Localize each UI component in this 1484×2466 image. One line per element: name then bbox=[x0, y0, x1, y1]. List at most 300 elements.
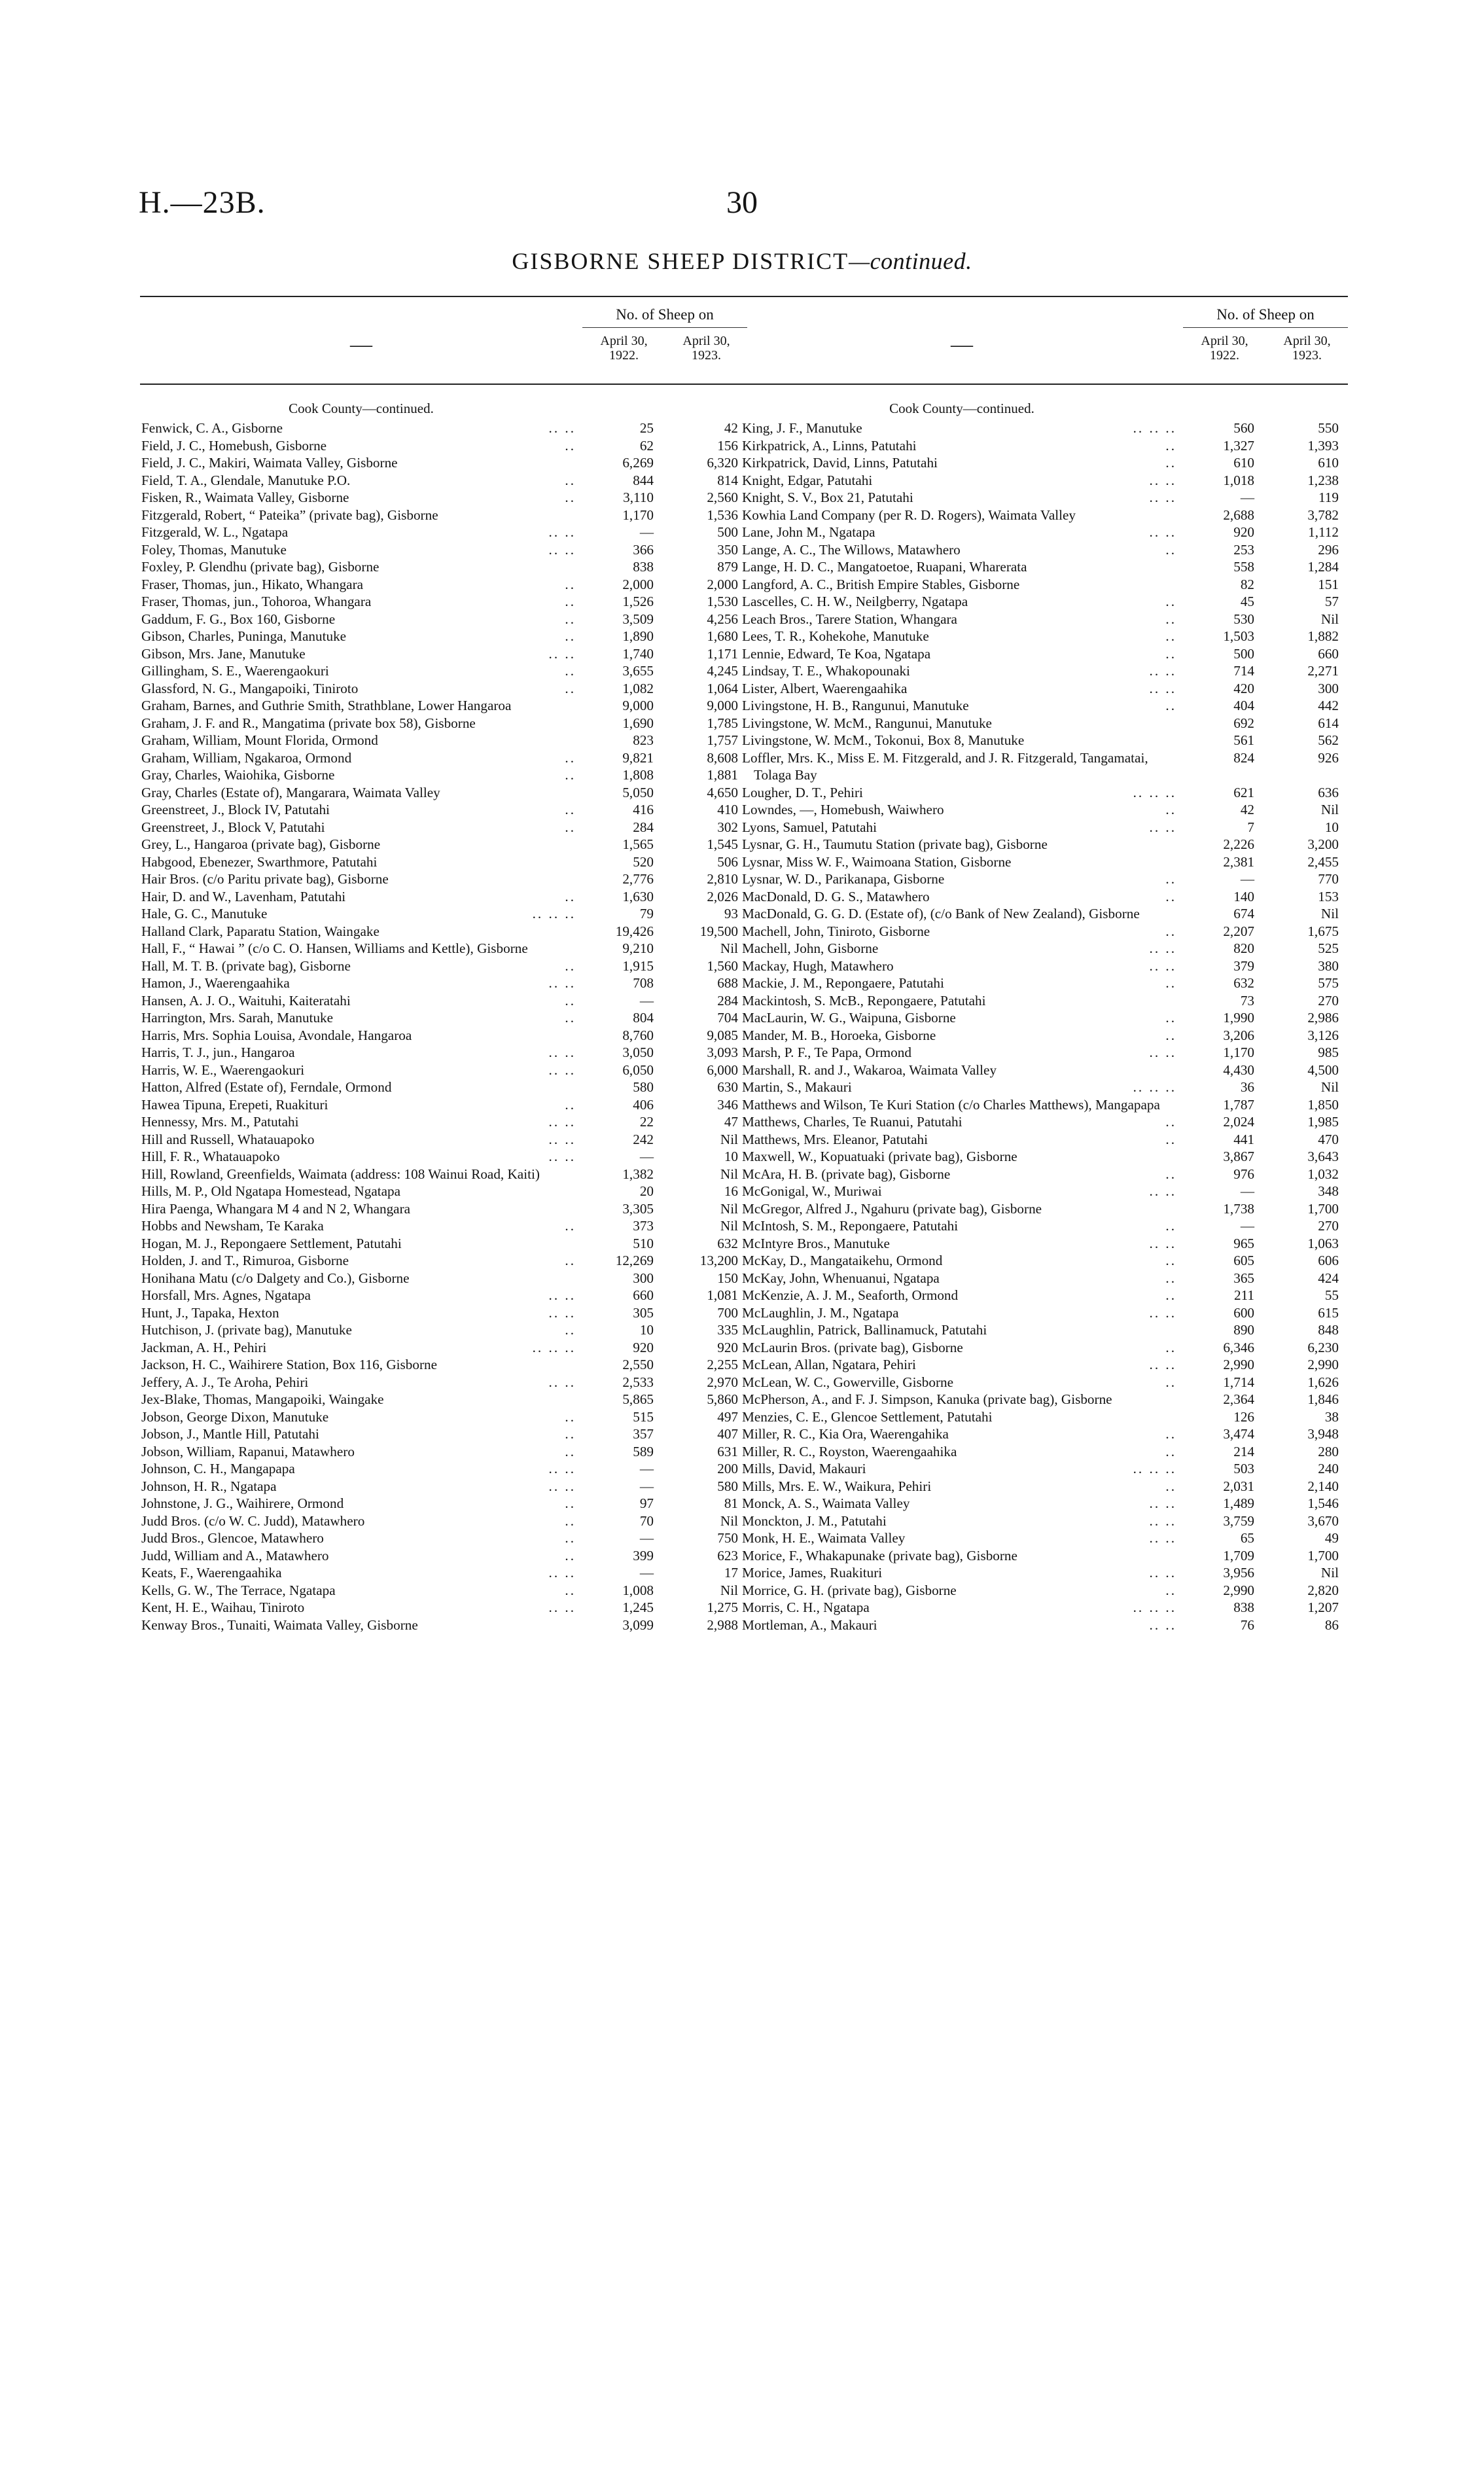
sheep-1922: 20 bbox=[639, 1183, 654, 1199]
owner-name-text: McGonigal, W., Muriwai bbox=[742, 1183, 882, 1199]
leader-dots: .. .. bbox=[1149, 663, 1176, 679]
owner-name-text: Mackay, Hugh, Matawhero bbox=[742, 957, 894, 974]
owner-name bbox=[140, 420, 578, 437]
leader-dots: .. bbox=[1165, 871, 1176, 887]
owner-name bbox=[741, 1287, 1179, 1304]
sheep-1922: 1,630 bbox=[622, 888, 654, 904]
owner-name-text: Hutchison, J. (private bag), Manutuke bbox=[141, 1322, 352, 1338]
owner-name bbox=[741, 715, 1179, 732]
leader-dots: .. bbox=[565, 576, 576, 592]
owner-name-text: McLaurin Bros. (private bag), Gisborne bbox=[742, 1339, 963, 1355]
sheep-1922: 1,787 bbox=[1223, 1096, 1254, 1113]
owner-name bbox=[140, 1512, 578, 1530]
sheep-1922: 357 bbox=[633, 1426, 654, 1442]
sheep-1922: 3,206 bbox=[1223, 1027, 1254, 1043]
owner-name-text: Kirkpatrick, David, Linns, Patutahi bbox=[742, 455, 938, 471]
owner-name bbox=[741, 836, 1179, 853]
owner-name bbox=[741, 801, 1179, 819]
owner-name bbox=[140, 1148, 578, 1166]
sheep-1923: 410 bbox=[717, 802, 738, 817]
table-row bbox=[741, 853, 1348, 871]
owner-name-text: Jackman, A. H., Pehiri bbox=[141, 1339, 267, 1355]
owner-name-text: Monk, H. E., Waimata Valley bbox=[742, 1530, 906, 1546]
sheep-1922: 3,050 bbox=[622, 1045, 654, 1060]
sheep-1923: Nil bbox=[1320, 1079, 1339, 1095]
table-row bbox=[741, 1582, 1348, 1599]
sheep-1922: 379 bbox=[1233, 957, 1254, 974]
sheep-1922: 6,346 bbox=[1223, 1339, 1254, 1355]
owner-name bbox=[140, 1044, 578, 1062]
sheep-1923: 610 bbox=[1318, 455, 1339, 471]
owner-name-text: Keats, F., Waerengaahika bbox=[141, 1565, 282, 1581]
sheep-1922: 3,509 bbox=[622, 611, 654, 627]
sheep-1922: 284 bbox=[633, 819, 654, 835]
leader-dots: .. bbox=[565, 594, 576, 609]
sheep-1923: 150 bbox=[717, 1270, 738, 1286]
owner-name-text: Field, T. A., Glendale, Manutuke P.O. bbox=[141, 472, 351, 488]
owner-name-text: Livingstone, H. B., Rangunui, Manutuke bbox=[742, 698, 969, 713]
table-row bbox=[140, 437, 747, 455]
sheep-1923: Nil bbox=[720, 1512, 738, 1529]
table-row bbox=[741, 507, 1348, 524]
sheep-1922: 1,915 bbox=[622, 957, 654, 974]
owner-name bbox=[140, 1166, 578, 1183]
table-row bbox=[140, 472, 747, 490]
sheep-1923: 335 bbox=[717, 1322, 738, 1338]
leader-dots: .. .. bbox=[1149, 957, 1176, 974]
table-row bbox=[140, 801, 747, 819]
owner-name-text: Matthews, Charles, Te Ruanui, Patutahi bbox=[742, 1114, 963, 1130]
sheep-1922: — bbox=[639, 1530, 654, 1546]
sheep-1923: Nil bbox=[720, 1131, 738, 1147]
sheep-1922: — bbox=[639, 1478, 654, 1494]
leader-dots: .. bbox=[565, 1322, 576, 1338]
sheep-1923: 630 bbox=[717, 1079, 738, 1095]
sheep-1923: 1,530 bbox=[707, 594, 738, 609]
owner-name-text: Mander, M. B., Horoeka, Gisborne bbox=[742, 1027, 936, 1043]
sheep-1922: 580 bbox=[633, 1079, 654, 1095]
owner-name bbox=[140, 836, 578, 853]
sheep-1923: 525 bbox=[1318, 940, 1339, 956]
sheep-1922: 1,170 bbox=[622, 507, 654, 523]
owner-name bbox=[741, 1339, 1179, 1357]
sheep-1923: 506 bbox=[717, 853, 738, 870]
table-row bbox=[140, 1200, 747, 1218]
sheep-1923: 302 bbox=[717, 819, 738, 835]
table-row bbox=[140, 1425, 747, 1443]
owner-name bbox=[140, 1339, 578, 1357]
leader-dots: .. bbox=[1165, 975, 1176, 991]
leader-dots: .. .. bbox=[1149, 524, 1176, 540]
leader-dots: .. bbox=[565, 1530, 576, 1546]
owner-name-text: Gaddum, F. G., Box 160, Gisborne bbox=[141, 611, 336, 627]
table-row bbox=[741, 628, 1348, 645]
owner-name-text: Field, J. C., Makiri, Waimata Valley, Gisborne bbox=[141, 455, 398, 471]
leader-dots: .. bbox=[565, 1253, 576, 1268]
owner-name bbox=[741, 1564, 1179, 1582]
owner-name-text: Morris, C. H., Ngatapa bbox=[742, 1599, 870, 1615]
owner-name-text: Miller, R. C., Kia Ora, Waerengahika bbox=[742, 1426, 949, 1442]
leader-dots: .. bbox=[1165, 1426, 1176, 1442]
sheep-1922: 1,738 bbox=[1223, 1200, 1254, 1217]
sheep-1923: 1,536 bbox=[707, 507, 738, 523]
sheep-1922: 838 bbox=[633, 559, 654, 575]
table-row bbox=[741, 1374, 1348, 1391]
sheep-1923: 1,207 bbox=[1307, 1599, 1339, 1615]
owner-name bbox=[741, 1547, 1179, 1565]
sheep-1923: Nil bbox=[1320, 611, 1339, 627]
sheep-1923: 1,064 bbox=[707, 680, 738, 696]
sheep-1922: 530 bbox=[1233, 611, 1254, 627]
owner-name bbox=[140, 1131, 578, 1149]
sheep-1922: 4,430 bbox=[1223, 1062, 1254, 1078]
owner-name-text: Hira Paenga, Whangara M 4 and N 2, Whangara bbox=[141, 1200, 411, 1217]
page-title bbox=[0, 247, 1484, 275]
owner-name-text: Honihana Matu (c/o Dalgety and Co.), Gisborne bbox=[141, 1270, 410, 1286]
leader-dots: .. bbox=[1165, 1131, 1176, 1147]
leader-dots: .. .. bbox=[1149, 1565, 1176, 1581]
table-row bbox=[140, 611, 747, 628]
sheep-1923: 3,200 bbox=[1307, 836, 1339, 852]
table-row bbox=[140, 1252, 747, 1270]
owner-name-text: McLaughlin, Patrick, Ballinamuck, Patutahi bbox=[742, 1322, 987, 1338]
sheep-1922: 2,364 bbox=[1223, 1391, 1254, 1407]
sheep-1923: 1,545 bbox=[707, 836, 738, 852]
owner-name bbox=[140, 1009, 578, 1027]
table-row bbox=[140, 1460, 747, 1478]
owner-name bbox=[741, 437, 1179, 455]
owner-name-text: Greenstreet, J., Block V, Patutahi bbox=[141, 819, 325, 835]
sheep-1923: 1,850 bbox=[1307, 1096, 1339, 1113]
table-row bbox=[741, 1096, 1348, 1114]
leader-dots: .. bbox=[565, 1010, 576, 1026]
owner-name bbox=[140, 680, 578, 698]
leader-dots: .. .. bbox=[1149, 1530, 1176, 1546]
table-row bbox=[140, 541, 747, 559]
sheep-1922: 76 bbox=[1240, 1617, 1254, 1633]
leader-dots: .. .. bbox=[1149, 680, 1176, 696]
owner-name-text: Lees, T. R., Kohekohe, Manutuke bbox=[742, 628, 929, 644]
owner-name-text: Grey, L., Hangaroa (private bag), Gisborne bbox=[141, 836, 381, 852]
sheep-1922: 600 bbox=[1233, 1304, 1254, 1321]
table-row bbox=[741, 420, 1348, 437]
sheep-1923: 575 bbox=[1318, 975, 1339, 991]
table-row bbox=[741, 524, 1348, 541]
sheep-1923: 3,670 bbox=[1307, 1512, 1339, 1529]
sheep-1922: 5,865 bbox=[622, 1391, 654, 1407]
owner-name bbox=[140, 697, 578, 715]
sheep-1922: 441 bbox=[1233, 1131, 1254, 1147]
sheep-1922: 3,305 bbox=[622, 1200, 654, 1217]
owner-name bbox=[741, 923, 1179, 940]
sheep-1923: 240 bbox=[1318, 1461, 1339, 1476]
sheep-1923: 985 bbox=[1318, 1045, 1339, 1060]
sheep-1922: 823 bbox=[633, 732, 654, 748]
owner-name bbox=[140, 1027, 578, 1045]
owner-name-text: Gibson, Charles, Puninga, Manutuke bbox=[141, 628, 347, 644]
owner-name-text: Jackson, H. C., Waihirere Station, Box 116, Gisborne bbox=[141, 1357, 438, 1372]
sheep-1922: 420 bbox=[1233, 680, 1254, 696]
owner-name bbox=[140, 1391, 578, 1408]
leader-dots: .. .. bbox=[548, 1149, 576, 1164]
sheep-1923: 346 bbox=[717, 1096, 738, 1113]
leader-dots: .. .. .. bbox=[532, 1339, 576, 1355]
table-row bbox=[140, 1270, 747, 1287]
sheep-1922: 1,503 bbox=[1223, 628, 1254, 644]
owner-name-text: Lange, A. C., The Willows, Matawhero bbox=[742, 541, 961, 558]
table-row bbox=[741, 489, 1348, 507]
owner-name bbox=[140, 992, 578, 1010]
leader-dots: .. bbox=[1165, 1027, 1176, 1043]
owner-name-text: Hair Bros. (c/o Paritu private bag), Gisborne bbox=[141, 871, 389, 887]
sheep-1923: 1,032 bbox=[1307, 1166, 1339, 1182]
leader-dots: .. .. bbox=[1149, 1495, 1176, 1511]
sheep-1922: 5,050 bbox=[622, 784, 654, 800]
sheep-1922: 920 bbox=[1233, 524, 1254, 540]
sheep-1922: 976 bbox=[1233, 1166, 1254, 1182]
owner-name bbox=[741, 819, 1179, 836]
table-row bbox=[140, 697, 747, 715]
sheep-1923: 1,284 bbox=[1307, 559, 1339, 575]
owner-name bbox=[140, 662, 578, 680]
sheep-1923: Nil bbox=[720, 940, 738, 956]
table-row bbox=[140, 766, 747, 784]
sheep-1923: 348 bbox=[1318, 1183, 1339, 1199]
title-suffix: —continued. bbox=[849, 248, 972, 274]
owner-name-text: Lysnar, Miss W. F., Waimoana Station, Gisborne bbox=[742, 853, 1012, 870]
leader-dots: .. bbox=[1165, 1374, 1176, 1390]
sheep-1922: 708 bbox=[633, 975, 654, 991]
sheep-1923: 700 bbox=[717, 1304, 738, 1321]
leader-dots: .. bbox=[565, 1426, 576, 1442]
owner-name-text: Knight, S. V., Box 21, Patutahi bbox=[742, 490, 913, 505]
owner-name-text: Machell, John, Tiniroto, Gisborne bbox=[742, 923, 930, 939]
owner-name-text: Field, J. C., Homebush, Gisborne bbox=[141, 437, 327, 454]
leader-dots: .. bbox=[1165, 1253, 1176, 1268]
table-row bbox=[140, 1113, 747, 1131]
name-column-header: — bbox=[350, 332, 372, 357]
owner-name bbox=[140, 819, 578, 836]
sheep-1923: 1,626 bbox=[1307, 1374, 1339, 1390]
owner-name bbox=[741, 1529, 1179, 1547]
table-row bbox=[140, 628, 747, 645]
sheep-1923: 2,820 bbox=[1307, 1582, 1339, 1598]
sheep-1922: 2,381 bbox=[1223, 853, 1254, 870]
owner-name bbox=[741, 1044, 1179, 1062]
sheep-1922: 416 bbox=[633, 802, 654, 817]
leader-dots: .. .. bbox=[1149, 1512, 1176, 1529]
owner-name bbox=[140, 1096, 578, 1114]
owner-name bbox=[140, 888, 578, 906]
sheep-1923: 1,238 bbox=[1307, 472, 1339, 488]
sheep-1923: 1,081 bbox=[707, 1287, 738, 1303]
sheep-1922: 1,489 bbox=[1223, 1495, 1254, 1511]
sheep-1922: 1,245 bbox=[622, 1599, 654, 1615]
table-row bbox=[140, 819, 747, 836]
sheep-1922: 42 bbox=[1240, 802, 1254, 817]
leader-dots: .. .. .. bbox=[1133, 1079, 1176, 1095]
sheep-1923: 879 bbox=[717, 559, 738, 575]
owner-name-text: Judd Bros., Glencoe, Matawhero bbox=[141, 1530, 324, 1546]
leader-dots: .. bbox=[565, 888, 576, 904]
owner-name-text: Kenway Bros., Tunaiti, Waimata Valley, Gisborne bbox=[141, 1617, 418, 1633]
sheep-1923: 2,000 bbox=[707, 576, 738, 592]
sheep-1923: 1,546 bbox=[1307, 1495, 1339, 1511]
leader-dots: .. bbox=[565, 1582, 576, 1598]
leader-dots: .. .. bbox=[548, 1131, 576, 1147]
table-row bbox=[140, 1617, 747, 1634]
owner-name-text: Gillingham, S. E., Waerengaokuri bbox=[141, 663, 329, 679]
owner-name bbox=[140, 1582, 578, 1599]
owner-name-text: Matthews, Mrs. Eleanor, Patutahi bbox=[742, 1131, 928, 1147]
table-row bbox=[140, 784, 747, 802]
owner-name bbox=[140, 801, 578, 819]
sheep-1922: 714 bbox=[1233, 663, 1254, 679]
owner-name bbox=[140, 1529, 578, 1547]
table-row bbox=[140, 1044, 747, 1062]
page-number: 30 bbox=[726, 185, 758, 220]
sheep-1923: 848 bbox=[1318, 1322, 1339, 1338]
owner-name bbox=[140, 1270, 578, 1287]
sheep-1922: 1,082 bbox=[622, 680, 654, 696]
owner-name bbox=[140, 715, 578, 732]
table-row bbox=[741, 715, 1348, 732]
sheep-1922: 510 bbox=[633, 1235, 654, 1251]
owner-name bbox=[741, 524, 1179, 541]
sheep-1923: 8,608 bbox=[707, 749, 738, 766]
leader-dots: .. bbox=[565, 1512, 576, 1529]
sheep-1923: 688 bbox=[717, 975, 738, 991]
leader-dots: .. .. bbox=[1149, 819, 1176, 835]
header-line: 1922. bbox=[1210, 348, 1239, 363]
owner-name-text: McKenzie, A. J. M., Seaforth, Ormond bbox=[742, 1287, 959, 1303]
owner-name-text: Lister, Albert, Waerengaahika bbox=[742, 680, 908, 696]
owner-name bbox=[741, 420, 1179, 437]
leader-dots: .. bbox=[1165, 455, 1176, 471]
table-row bbox=[140, 1321, 747, 1339]
sheep-1922: 824 bbox=[1233, 749, 1254, 766]
table-row bbox=[741, 923, 1348, 940]
top-rule bbox=[140, 296, 747, 297]
table-row bbox=[741, 1009, 1348, 1027]
owner-name-text: McAra, H. B. (private bag), Gisborne bbox=[742, 1166, 951, 1182]
sheep-1923: 1,560 bbox=[707, 957, 738, 974]
sheep-1922: 605 bbox=[1233, 1253, 1254, 1268]
table-row bbox=[140, 1339, 747, 1357]
header-line: 1923. bbox=[1292, 348, 1322, 363]
owner-name-text: Johnson, C. H., Mangapapa bbox=[141, 1461, 295, 1476]
owner-name-text: MacDonald, D. G. S., Matawhero bbox=[742, 888, 930, 904]
table-row bbox=[140, 1356, 747, 1374]
owner-name-text: Mortleman, A., Makauri bbox=[742, 1617, 877, 1633]
table-row bbox=[140, 576, 747, 594]
owner-name-text: Livingstone, W. McM., Rangunui, Manutuke bbox=[742, 715, 992, 731]
sheep-1923: 156 bbox=[717, 437, 738, 454]
owner-name-text: Johnson, H. R., Ngatapa bbox=[141, 1478, 277, 1494]
sheep-1923: 920 bbox=[717, 1339, 738, 1355]
sheep-1923: 2,988 bbox=[707, 1617, 738, 1633]
sheep-1922: 73 bbox=[1240, 992, 1254, 1009]
table-row bbox=[741, 784, 1348, 802]
owner-name bbox=[741, 784, 1179, 802]
sheep-1922: 965 bbox=[1233, 1235, 1254, 1251]
sheep-1922: 253 bbox=[1233, 541, 1254, 558]
table-row bbox=[741, 974, 1348, 992]
owner-name-text: Hill, Rowland, Greenfields, Waimata (address: 108 Wainui Road, Kaiti) bbox=[141, 1166, 540, 1182]
owner-name bbox=[140, 454, 578, 472]
sheep-1923: 200 bbox=[717, 1461, 738, 1476]
table-row bbox=[741, 1287, 1348, 1304]
leader-dots: .. bbox=[565, 957, 576, 974]
sheep-1923: 6,000 bbox=[707, 1062, 738, 1078]
table-row bbox=[140, 1235, 747, 1253]
sheep-1922: 45 bbox=[1240, 594, 1254, 609]
sheep-1922: — bbox=[639, 1461, 654, 1476]
owner-name-text: Maxwell, W., Kopuatuaki (private bag), Gisborne bbox=[742, 1149, 1017, 1164]
owner-name bbox=[741, 1512, 1179, 1530]
sheep-1922: 589 bbox=[633, 1443, 654, 1459]
owner-name bbox=[741, 1062, 1179, 1079]
sheep-1923: 10 bbox=[1324, 819, 1339, 835]
sheep-1922: 632 bbox=[1233, 975, 1254, 991]
sheep-1923: 636 bbox=[1318, 784, 1339, 800]
sheep-1923: 1,882 bbox=[1307, 628, 1339, 644]
sheep-1922: 1,808 bbox=[622, 767, 654, 783]
owner-name bbox=[140, 1374, 578, 1391]
table-row bbox=[741, 454, 1348, 472]
table-row bbox=[140, 870, 747, 888]
table-row bbox=[140, 1547, 747, 1565]
leader-dots: .. .. bbox=[548, 1565, 576, 1581]
owner-name-text: Mills, David, Makauri bbox=[742, 1461, 866, 1476]
owner-name bbox=[741, 1443, 1179, 1461]
sheep-1923: 4,256 bbox=[707, 611, 738, 627]
owner-name bbox=[741, 507, 1179, 524]
table-row bbox=[741, 1183, 1348, 1200]
leader-dots: .. bbox=[1165, 1287, 1176, 1303]
sheep-1923: 81 bbox=[724, 1495, 738, 1511]
sheep-1923: 3,948 bbox=[1307, 1426, 1339, 1442]
leader-dots: .. .. bbox=[1149, 940, 1176, 956]
owner-name-text: Harris, W. E., Waerengaokuri bbox=[141, 1062, 305, 1078]
owner-name-text: Fraser, Thomas, jun., Hikato, Whangara bbox=[141, 576, 364, 592]
table-row bbox=[741, 1044, 1348, 1062]
sheep-1923: 1,680 bbox=[707, 628, 738, 644]
owner-name bbox=[140, 437, 578, 455]
owner-name bbox=[741, 697, 1179, 715]
owner-name bbox=[741, 645, 1179, 663]
owner-name-text: Hale, G. C., Manutuke bbox=[141, 906, 268, 921]
table-row bbox=[140, 1582, 747, 1599]
owner-name bbox=[140, 1425, 578, 1443]
owner-name-text: Jobson, George Dixon, Manutuke bbox=[141, 1408, 329, 1425]
leader-dots: .. bbox=[1165, 594, 1176, 609]
name-column-header: — bbox=[951, 332, 973, 357]
owner-name bbox=[140, 1287, 578, 1304]
table-row bbox=[741, 1200, 1348, 1218]
header-rule bbox=[741, 384, 1348, 385]
leader-dots: .. bbox=[1165, 1166, 1176, 1182]
sheep-1923: 1,785 bbox=[707, 715, 738, 731]
table-row bbox=[741, 1321, 1348, 1339]
sheep-1923: 1,675 bbox=[1307, 923, 1339, 939]
sheep-1923: 17 bbox=[724, 1565, 738, 1581]
owner-name-text: Harrington, Mrs. Sarah, Manutuke bbox=[141, 1010, 334, 1026]
owner-name bbox=[741, 1183, 1179, 1200]
sheep-1922: 242 bbox=[633, 1131, 654, 1147]
table-row bbox=[741, 1512, 1348, 1530]
sheep-1922: 25 bbox=[639, 420, 654, 436]
